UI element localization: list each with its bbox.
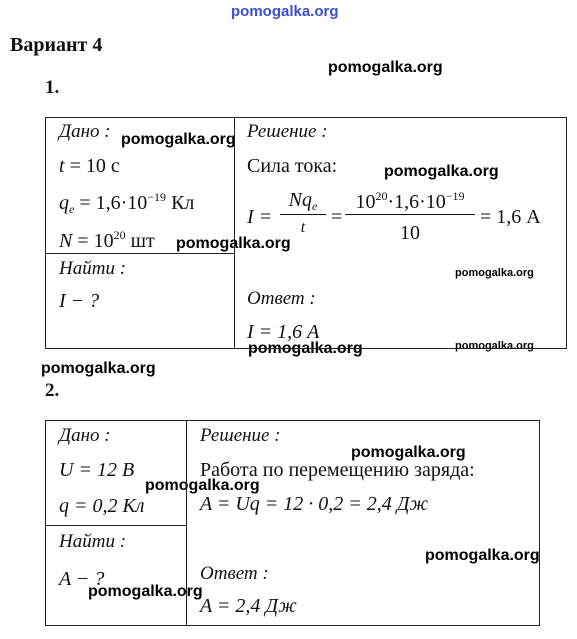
symbol: t: [59, 155, 65, 177]
value: = 10: [77, 230, 114, 252]
given-charge: q = 0,2 Кл: [59, 495, 145, 517]
exponent: 20: [375, 189, 388, 203]
watermark: pomogalka.org: [231, 3, 339, 20]
formula-lhs: I =: [247, 206, 273, 228]
watermark: pomogalka.org: [176, 235, 291, 252]
given-label: Дано :: [59, 121, 111, 142]
answer-value: I = 1,6 А: [247, 321, 320, 343]
solution-text: Сила тока:: [247, 155, 338, 177]
value: = 1,6·10: [79, 192, 148, 214]
symbol: N: [59, 230, 73, 252]
fraction-numerator: [278, 189, 328, 214]
solution-label: Решение :: [200, 425, 281, 446]
subscript: e: [312, 199, 318, 213]
exponent: 20: [113, 228, 126, 242]
fraction-bar: [345, 214, 475, 215]
watermark: pomogalka.org: [328, 59, 443, 76]
answer-label: Ответ :: [200, 563, 269, 584]
fraction-denominator: 10: [400, 222, 420, 244]
given-voltage: U = 12 В: [59, 459, 135, 481]
answer-label: Ответ :: [247, 288, 316, 309]
fraction-denominator: t: [300, 219, 306, 236]
unit: Кл: [171, 192, 195, 214]
exponent: −19: [147, 190, 167, 204]
table-divider: [234, 117, 235, 349]
find-value: I − ?: [59, 290, 100, 312]
fraction-numerator: [344, 189, 476, 214]
symbol: q: [59, 192, 69, 214]
find-value: A − ?: [59, 568, 105, 590]
formula-equals: =: [331, 206, 343, 228]
formula: A = Uq = 12 · 0,2 = 2,4 Дж: [200, 493, 429, 515]
table-divider: [45, 253, 235, 254]
given-charge: [59, 190, 194, 217]
watermark: pomogalka.org: [455, 340, 534, 352]
middle: ·1,6·10: [387, 191, 446, 213]
subscript: e: [69, 202, 75, 216]
table-divider: [186, 420, 187, 626]
solution-label: Решение :: [247, 121, 328, 142]
value: = 10 с: [69, 155, 120, 177]
watermark: pomogalka.org: [425, 547, 540, 564]
table-divider: [45, 525, 187, 526]
given-label: Дано :: [59, 425, 111, 446]
watermark: pomogalka.org: [384, 163, 499, 180]
given-time: [59, 155, 120, 178]
unit: шт: [130, 230, 155, 252]
watermark: pomogalka.org: [88, 583, 203, 600]
problem-1-number: 1.: [45, 77, 60, 98]
watermark: pomogalka.org: [41, 360, 156, 377]
formula-result: = 1,6 А: [480, 206, 541, 228]
find-label: Найти :: [59, 531, 127, 552]
problem-2-number: 2.: [45, 380, 60, 401]
numerator: Nq: [288, 189, 312, 211]
find-label: Найти :: [59, 258, 127, 279]
exponent: −19: [445, 189, 465, 203]
watermark: pomogalka.org: [145, 477, 260, 494]
watermark: pomogalka.org: [248, 340, 363, 357]
watermark: pomogalka.org: [121, 131, 236, 148]
watermark: pomogalka.org: [351, 444, 466, 461]
watermark: pomogalka.org: [455, 267, 534, 279]
answer-value: A = 2,4 Дж: [200, 595, 297, 617]
fraction-bar: [280, 214, 326, 215]
solution-text: Работа по перемещению заряда:: [200, 459, 475, 481]
page-title: Вариант 4: [10, 34, 103, 56]
given-count: [59, 228, 155, 253]
base: 10: [355, 191, 376, 213]
